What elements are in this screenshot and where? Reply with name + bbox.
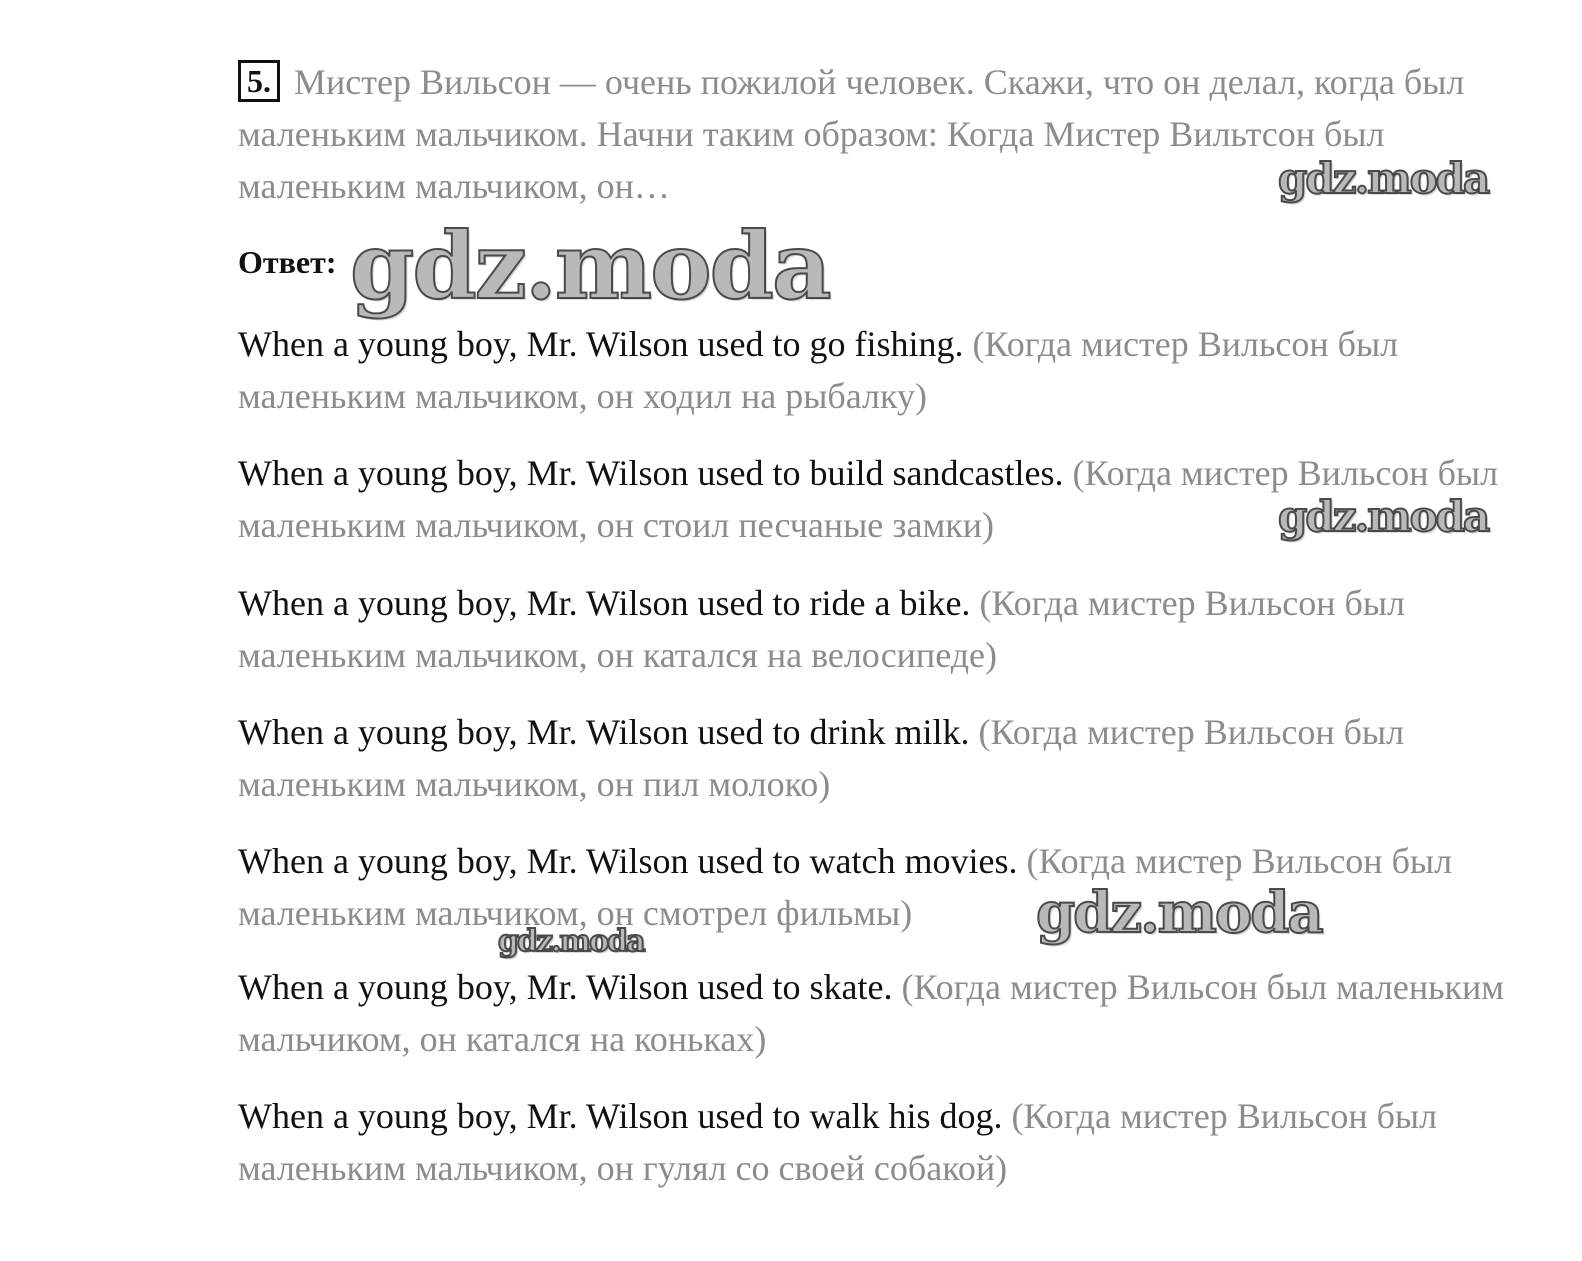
answer-sentence xyxy=(238,1090,1538,1194)
english-sentence: When a young boy, Mr. Wilson used to drink milk. xyxy=(238,712,970,752)
russian-translation: (Когда мистер Вильсон был маленьким мальчиком, он ходил на рыбалку) xyxy=(238,324,1399,416)
russian-translation: (Когда мистер Вильсон был маленьким мальчиком, он смотрел фильмы) xyxy=(238,841,1453,933)
answer-sentence xyxy=(238,577,1538,681)
answer-sentence xyxy=(238,706,1538,810)
answer-sentence xyxy=(238,961,1538,1065)
answer-sentence xyxy=(238,835,1538,939)
russian-translation: (Когда мистер Вильсон был маленьким мальчиком, он гулял со своей собакой) xyxy=(238,1096,1438,1188)
english-sentence: When a young boy, Mr. Wilson used to ride a bike. xyxy=(238,583,971,623)
russian-translation: (Когда мистер Вильсон был маленьким мальчиком, он пил молоко) xyxy=(238,712,1405,804)
english-sentence: When a young boy, Mr. Wilson used to watch movies. xyxy=(238,841,1018,881)
task-number: 5. xyxy=(238,60,280,102)
russian-translation: (Когда мистер Вильсон был маленьким мальчиком, он катался на велосипеде) xyxy=(238,583,1406,675)
watermark-logo: gdz.moda xyxy=(1278,492,1489,541)
answer-sentence xyxy=(238,318,1538,422)
watermark-logo: gdz.moda xyxy=(1278,154,1489,203)
english-sentence: When a young boy, Mr. Wilson used to build sandcastles. xyxy=(238,453,1064,493)
russian-translation: (Когда мистер Вильсон был маленьким мальчиком, он стоил песчаные замки) xyxy=(238,453,1499,545)
task-text: Мистер Вильсон — очень пожилой человек. Скажи, что он делал, когда был маленьким мальчиком. Начни таким образом: Когда Мистер Вильтсон был маленьким мальчиком, он… xyxy=(238,62,1465,206)
watermark-logo: gdz.moda xyxy=(350,212,830,320)
english-sentence: When a young boy, Mr. Wilson used to go fishing. xyxy=(238,324,964,364)
answer-label: Ответ: xyxy=(238,244,337,280)
russian-translation: (Когда мистер Вильсон был маленьким мальчиком, он катался на коньках) xyxy=(238,967,1505,1059)
english-sentence: When a young boy, Mr. Wilson used to skate. xyxy=(238,967,893,1007)
watermark-logo: gdz.moda xyxy=(1036,880,1322,946)
watermark-logo: gdz.moda xyxy=(498,924,644,959)
english-sentence: When a young boy, Mr. Wilson used to walk his dog. xyxy=(238,1096,1003,1136)
